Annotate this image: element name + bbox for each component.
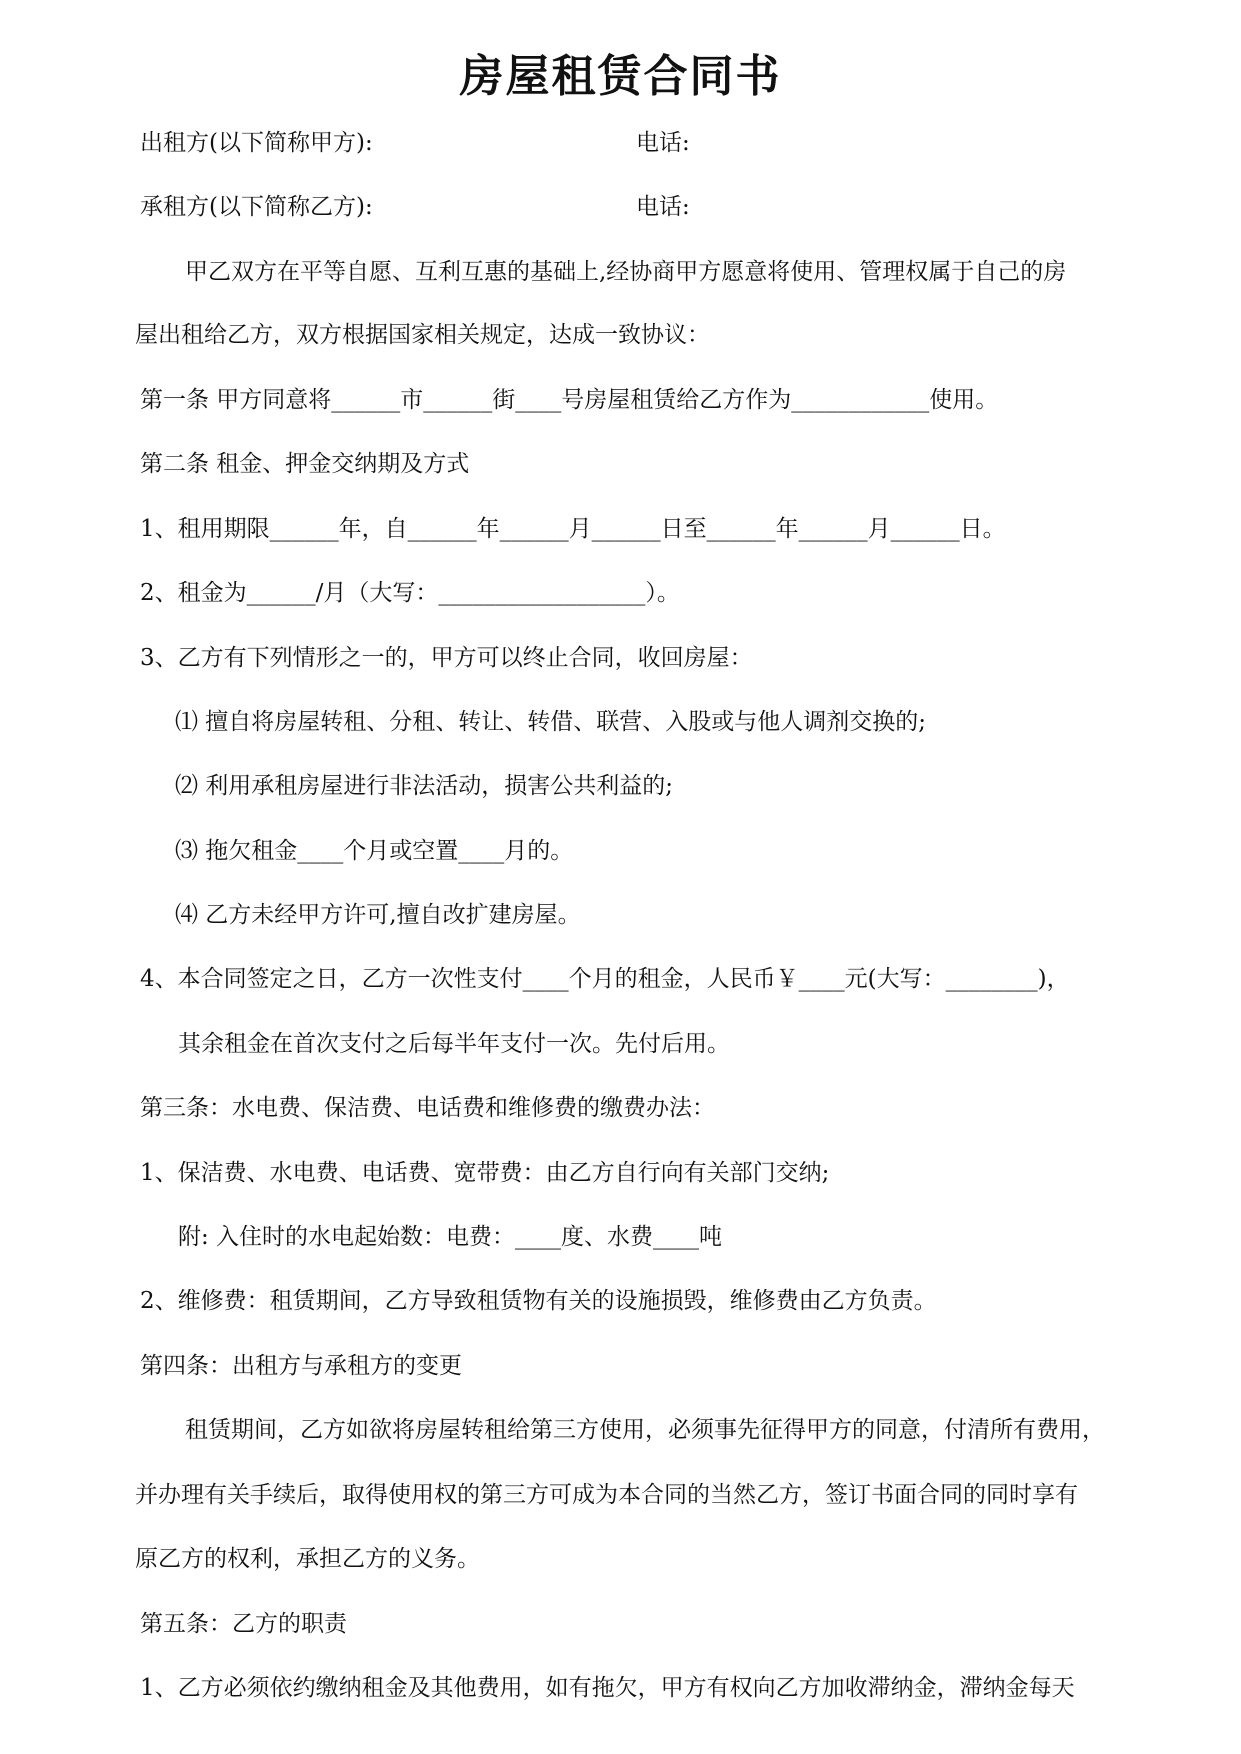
sublease-paragraph-line-2: 并办理有关手续后，取得使用权的第三方可成为本合同的当然乙方，签订书面合同的同时享有 — [135, 1482, 1078, 1508]
meter-readings-note: 附: 入住时的水电起始数：电费：____度、水费____吨 — [178, 1224, 723, 1250]
lessee-duty-1: 1、乙方必须依约缴纳租金及其他费用，如有拖欠，甲方有权向乙方加收滞纳金，滞纳金每天 — [140, 1675, 1075, 1701]
termination-item-2: ⑵ 利用承租房屋进行非法活动，损害公共利益的; — [175, 773, 674, 799]
lessor-phone-field: 电话: — [636, 130, 690, 156]
termination-item-1: ⑴ 擅自将房屋转租、分租、转让、转借、联营、入股或与他人调剂交换的; — [175, 709, 927, 735]
article-2-heading: 第二条 租金、押金交纳期及方式 — [140, 451, 470, 477]
sublease-paragraph-line-1: 租赁期间，乙方如欲将房屋转租给第三方使用，必须事先征得甲方的同意，付清所有费用， — [185, 1417, 1105, 1443]
article-3-heading: 第三条：水电费、保洁费、电话费和维修费的缴费办法： — [140, 1095, 715, 1121]
termination-item-4: ⑷ 乙方未经甲方许可,擅自改扩建房屋。 — [175, 902, 581, 928]
termination-item-3: ⑶ 拖欠租金____个月或空置____月的。 — [175, 838, 574, 864]
lease-term-clause: 1、租用期限______年，自______年______月______日至______年______月______日。 — [140, 516, 1006, 542]
preamble-line-2: 屋出租给乙方，双方根据国家相关规定，达成一致协议： — [135, 322, 710, 348]
document-title: 房屋租赁合同书 — [459, 51, 782, 102]
maintenance-clause: 2、维修费：租赁期间，乙方导致租赁物有关的设施损毁，维修费由乙方负责。 — [140, 1288, 937, 1314]
article-1: 第一条 甲方同意将______市______街____号房屋租赁给乙方作为____________使用。 — [140, 387, 999, 413]
payment-clause-continued: 其余租金在首次支付之后每半年支付一次。先付后用。 — [178, 1031, 730, 1057]
utilities-clause: 1、保洁费、水电费、电话费、宽带费：由乙方自行向有关部门交纳; — [140, 1160, 830, 1186]
article-4-heading: 第四条：出租方与承租方的变更 — [140, 1353, 462, 1379]
termination-clause: 3、乙方有下列情形之一的，甲方可以终止合同，收回房屋： — [140, 645, 753, 671]
sublease-paragraph-line-3: 原乙方的权利，承担乙方的义务。 — [135, 1546, 480, 1572]
preamble-line-1: 甲乙双方在平等自愿、互利互惠的基础上,经协商甲方愿意将使用、管理权属于自己的房 — [185, 259, 1067, 285]
article-5-heading: 第五条：乙方的职责 — [140, 1611, 347, 1637]
payment-clause: 4、本合同签定之日，乙方一次性支付____个月的租金，人民币￥____元(大写：________)， — [140, 966, 1070, 992]
lessee-phone-field: 电话: — [636, 194, 690, 220]
rent-amount-clause: 2、租金为______/月（大写：__________________）。 — [140, 580, 680, 606]
lessee-name-field: 承租方(以下简称乙方): — [140, 194, 373, 220]
lessor-name-field: 出租方(以下简称甲方): — [140, 130, 373, 156]
